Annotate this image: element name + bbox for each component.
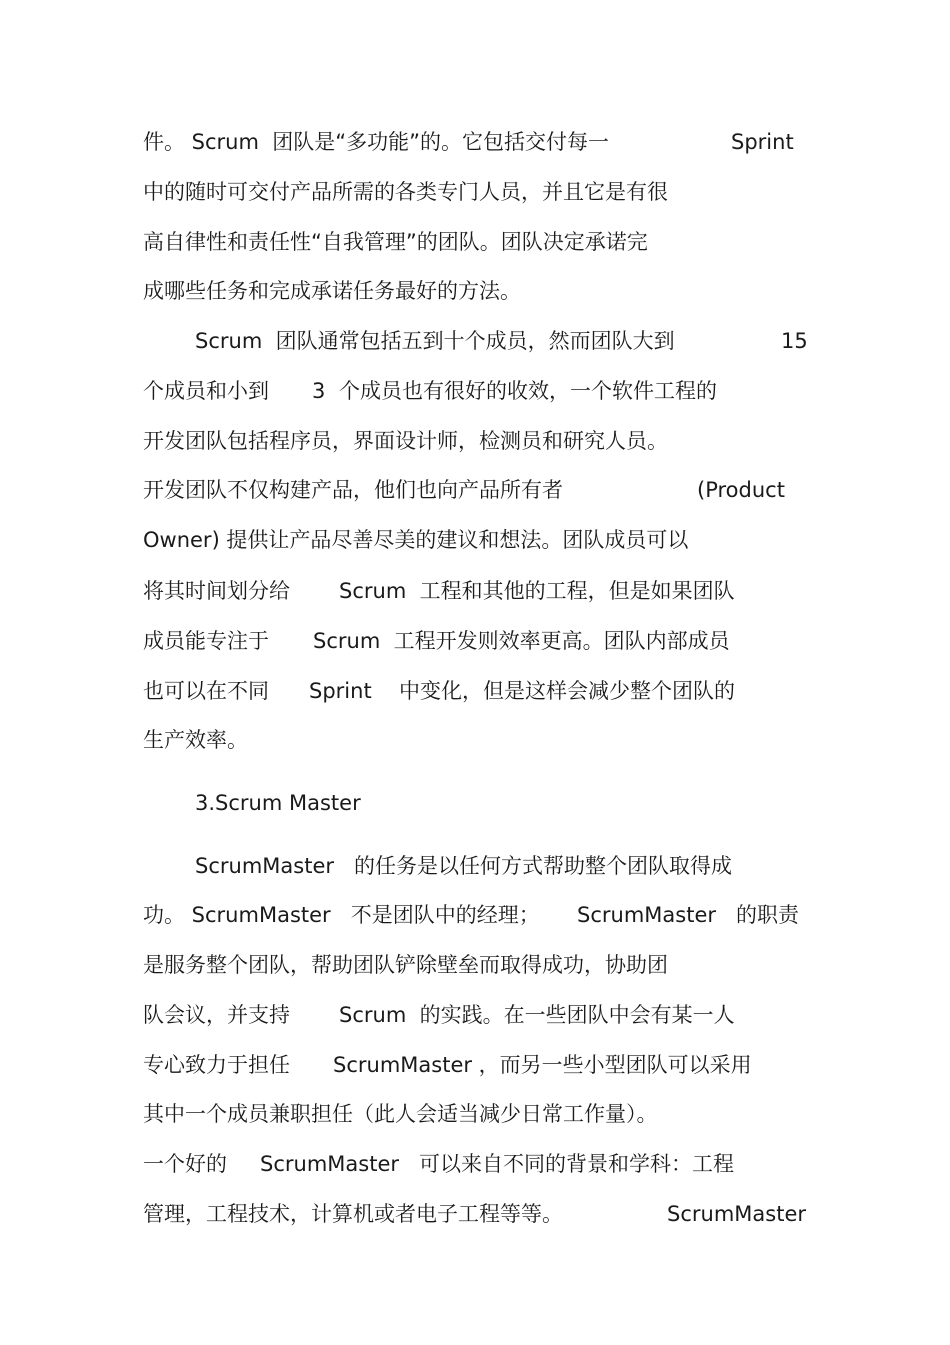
- text-line: [0, 848, 950, 884]
- text-line: [0, 1047, 950, 1083]
- text-segment: ScrumMaster 可以来自不同的背景和学科：工程: [260, 1152, 735, 1176]
- text-segment: 中的随时可交付产品所需的各类专门人员，并且它是有很: [143, 180, 668, 204]
- text-segment: 也可以在不同: [143, 679, 269, 703]
- text-segment: 高自律性和责任性“自我管理”的团队。团队决定承诺完: [143, 230, 648, 254]
- text-segment: Scrum 团队通常包括五到十个成员，然而团队大到: [195, 329, 675, 353]
- text-segment: 中变化，但是这样会减少整个团队的: [399, 679, 735, 703]
- text-line: [0, 997, 950, 1033]
- text-line: [0, 897, 950, 933]
- text-line: [0, 423, 950, 459]
- text-segment: 件。 Scrum 团队是“多功能”的。它包括交付每一: [143, 130, 610, 154]
- text-segment: 开发团队不仅构建产品，他们也向产品所有者: [143, 478, 563, 502]
- text-segment: (Product: [697, 478, 785, 502]
- text-segment: ScrumMaster 的任务是以任何方式帮助整个团队取得成: [195, 854, 733, 878]
- text-segment: ScrumMaster 的职责: [577, 903, 800, 927]
- text-segment: 开发团队包括程序员，界面设计师，检测员和研究人员。: [143, 429, 668, 453]
- text-segment: 其中一个成员兼职担任（此人会适当减少日常工作量）。: [143, 1102, 658, 1126]
- text-line: [0, 947, 950, 983]
- text-segment: 专心致力于担任: [143, 1053, 290, 1077]
- text-line: [0, 472, 950, 508]
- text-segment: 3.Scrum Master: [195, 791, 361, 815]
- section-heading: [0, 785, 950, 821]
- text-line: [0, 323, 950, 359]
- text-line: [0, 623, 950, 659]
- text-line: [0, 224, 950, 260]
- text-segment: Scrum 工程和其他的工程，但是如果团队: [339, 579, 735, 603]
- text-segment: Scrum 工程开发则效率更高。团队内部成员: [313, 629, 730, 653]
- text-segment: 管理，工程技术，计算机或者电子工程等等。: [143, 1202, 563, 1226]
- text-segment: Sprint: [309, 679, 372, 703]
- text-segment: 是服务整个团队，帮助团队铲除壁垒而取得成功，协助团: [143, 953, 668, 977]
- text-segment: 成哪些任务和完成承诺任务最好的方法。: [143, 279, 521, 303]
- text-segment: 将其时间划分给: [143, 579, 290, 603]
- text-segment: 3: [312, 379, 326, 403]
- text-line: [0, 273, 950, 309]
- text-line: [0, 522, 950, 558]
- text-segment: 一个好的: [143, 1152, 227, 1176]
- text-line: [0, 174, 950, 210]
- text-segment: 个成员和小到: [143, 379, 269, 403]
- text-line: [0, 673, 950, 709]
- text-line: [0, 124, 950, 160]
- text-segment: Scrum 的实践。在一些团队中会有某一人: [339, 1003, 735, 1027]
- text-segment: ScrumMaster ，而另一些小型团队可以采用: [333, 1053, 752, 1077]
- text-segment: 生产效率。: [143, 728, 248, 752]
- text-line: [0, 722, 950, 758]
- text-segment: 功。 ScrumMaster 不是团队中的经理；: [143, 903, 540, 927]
- text-segment: 15: [781, 329, 808, 353]
- text-line: [0, 1146, 950, 1182]
- text-segment: Sprint: [731, 130, 794, 154]
- text-line: [0, 1096, 950, 1132]
- text-segment: Owner) 提供让产品尽善尽美的建议和想法。团队成员可以: [143, 528, 689, 552]
- text-line: [0, 373, 950, 409]
- text-segment: ScrumMaster: [667, 1202, 806, 1226]
- text-segment: 个成员也有很好的收效，一个软件工程的: [339, 379, 717, 403]
- text-line: [0, 1196, 950, 1232]
- text-segment: 队会议，并支持: [143, 1003, 290, 1027]
- text-line: [0, 573, 950, 609]
- text-segment: 成员能专注于: [143, 629, 269, 653]
